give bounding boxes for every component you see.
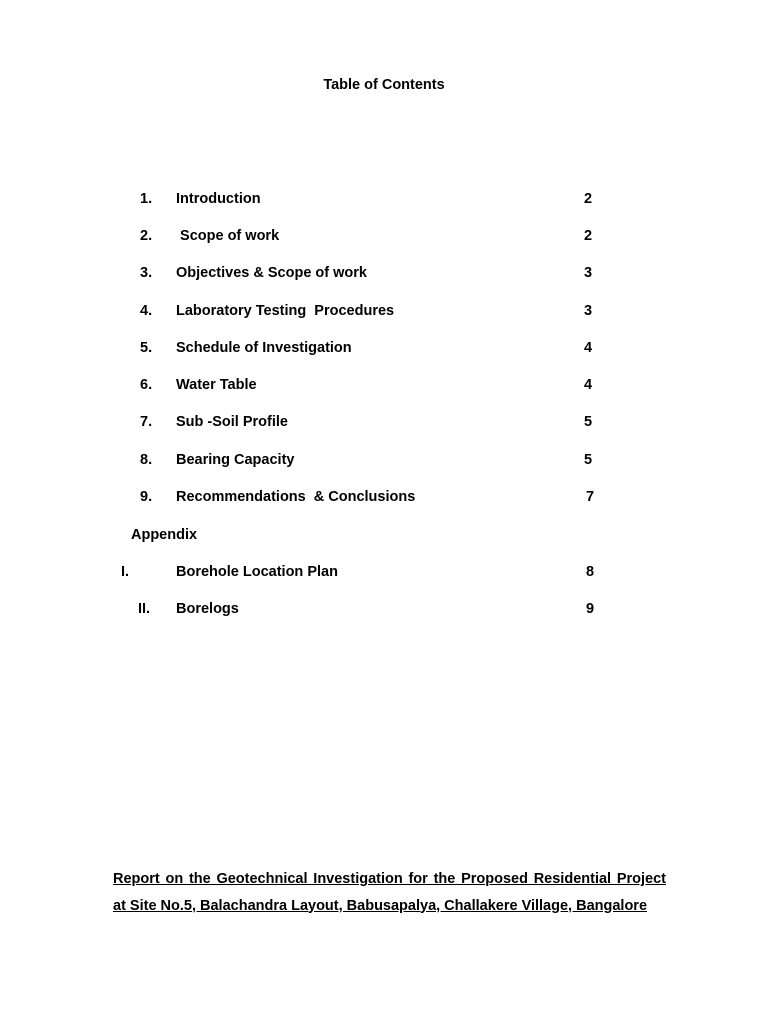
toc-entry-title: Laboratory Testing Procedures [176, 303, 395, 319]
toc-entry [0, 228, 768, 248]
toc-entry-page: 2 [584, 191, 593, 207]
toc-entry-number: 8. [140, 452, 153, 468]
toc-entry-page: 5 [584, 414, 593, 430]
toc-entry-page: 3 [584, 303, 593, 319]
toc-entry-page: 3 [584, 265, 593, 281]
toc-entry-number: 4. [140, 303, 153, 319]
appendix-entry-title: Borelogs [176, 601, 239, 617]
toc-entry-title: Bearing Capacity [176, 452, 295, 468]
toc-entry-number: 2. [140, 228, 153, 244]
toc-entry [0, 340, 768, 360]
toc-entry [0, 414, 768, 434]
report-title: Report on the Geotechnical Investigation for the Proposed Residential Project at Site No.5, Balachandra Layout, Babusapalya, Challakere Village, Bangalore [113, 871, 666, 914]
toc-entry-title: Scope of work [176, 228, 280, 244]
toc-entry-number: 5. [140, 340, 153, 356]
toc-entry-title: Sub -Soil Profile [176, 414, 288, 430]
appendix-entry-page: 9 [586, 601, 595, 617]
appendix-entry-number: II. [138, 601, 151, 617]
appendix-entry [0, 601, 768, 621]
appendix-entry [0, 564, 768, 584]
toc-entry-number: 1. [140, 191, 153, 207]
toc-entry-number: 7. [140, 414, 153, 430]
page-title: Table of Contents [323, 77, 445, 93]
appendix-entry-page: 8 [586, 564, 595, 580]
appendix-heading: Appendix [131, 527, 198, 543]
toc-entry-number: 3. [140, 265, 153, 281]
toc-entry-title: Objectives & Scope of work [176, 265, 367, 281]
toc-entry [0, 191, 768, 211]
toc-entry-page: 5 [584, 452, 593, 468]
toc-entry [0, 377, 768, 397]
toc-entry-title: Introduction [176, 191, 261, 207]
toc-entry-page: 4 [584, 377, 593, 393]
toc-entry-page: 7 [586, 489, 595, 505]
toc-entry [0, 265, 768, 285]
appendix-entry-title: Borehole Location Plan [176, 564, 338, 580]
appendix-entry-number: I. [121, 564, 130, 580]
toc-entry-page: 4 [584, 340, 593, 356]
toc-entry-number: 6. [140, 377, 153, 393]
toc-entry [0, 303, 768, 323]
toc-entry-title: Recommendations & Conclusions [176, 489, 416, 505]
toc-entry-number: 9. [140, 489, 153, 505]
toc-entry-title: Water Table [176, 377, 257, 393]
toc-entry [0, 452, 768, 472]
toc-entry-page: 2 [584, 228, 593, 244]
toc-entry-title: Schedule of Investigation [176, 340, 352, 356]
toc-entry [0, 489, 768, 509]
